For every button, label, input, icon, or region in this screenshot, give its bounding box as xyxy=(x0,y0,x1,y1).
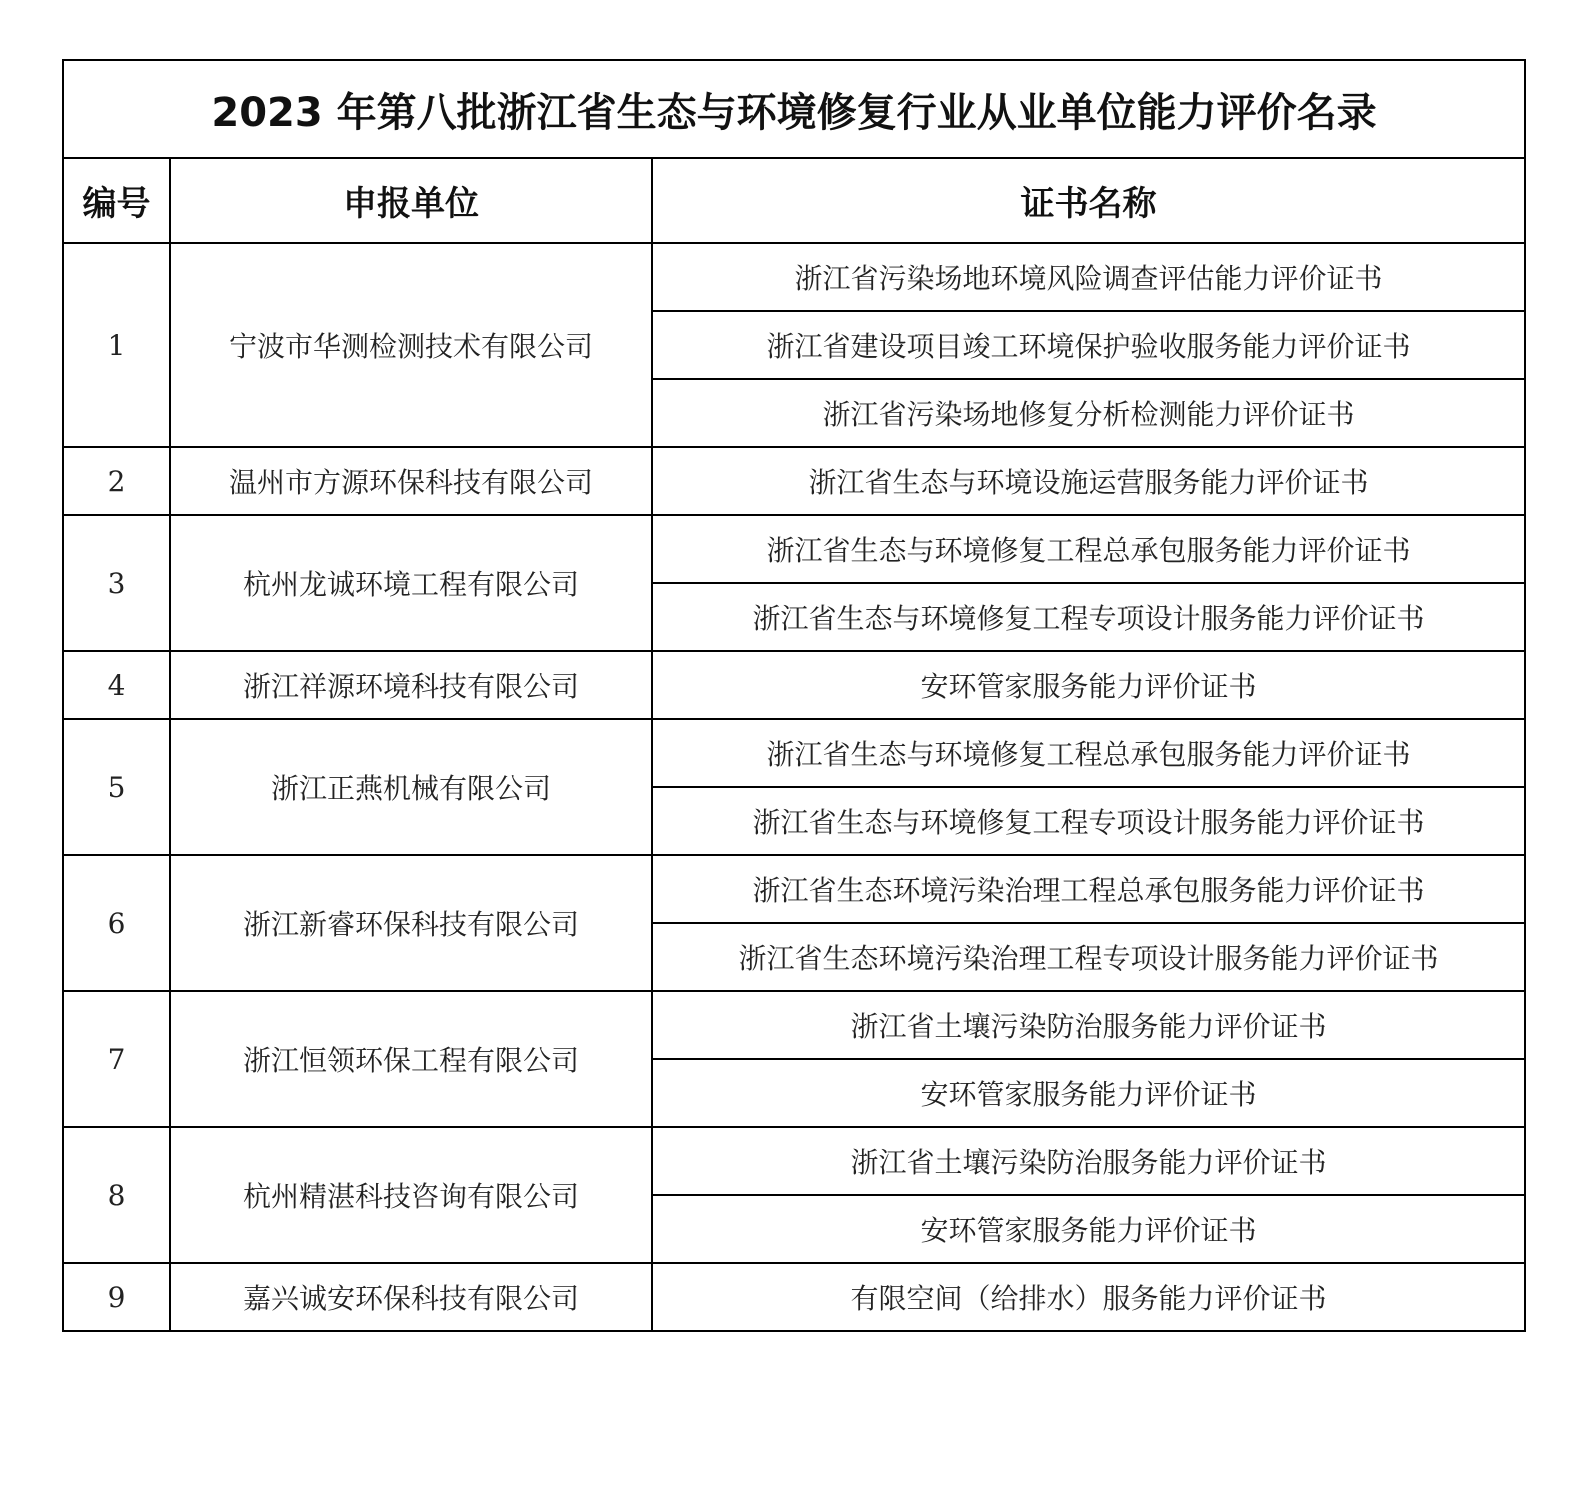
row-number: 3 xyxy=(63,515,170,651)
row-number: 1 xyxy=(63,243,170,447)
header-number: 编号 xyxy=(63,158,170,243)
applicant-unit: 杭州精湛科技咨询有限公司 xyxy=(170,1127,652,1263)
certificate-name: 安环管家服务能力评价证书 xyxy=(652,1195,1525,1263)
certificate-name: 浙江省生态与环境修复工程专项设计服务能力评价证书 xyxy=(652,583,1525,651)
header-certificate: 证书名称 xyxy=(652,158,1525,243)
table-row xyxy=(63,515,1525,583)
certificate-name: 有限空间（给排水）服务能力评价证书 xyxy=(652,1263,1525,1331)
applicant-unit: 宁波市华测检测技术有限公司 xyxy=(170,243,652,447)
certificate-name: 浙江省生态与环境修复工程总承包服务能力评价证书 xyxy=(652,515,1525,583)
row-number: 7 xyxy=(63,991,170,1127)
header-row xyxy=(63,158,1525,243)
table-row xyxy=(63,243,1525,311)
certificate-name: 浙江省土壤污染防治服务能力评价证书 xyxy=(652,991,1525,1059)
table-row xyxy=(63,1263,1525,1331)
table-title: 2023 年第八批浙江省生态与环境修复行业从业单位能力评价名录 xyxy=(63,60,1525,158)
table-row xyxy=(63,855,1525,923)
certificate-name: 浙江省生态环境污染治理工程总承包服务能力评价证书 xyxy=(652,855,1525,923)
applicant-unit: 浙江祥源环境科技有限公司 xyxy=(170,651,652,719)
certificate-name: 浙江省生态与环境修复工程总承包服务能力评价证书 xyxy=(652,719,1525,787)
applicant-unit: 浙江正燕机械有限公司 xyxy=(170,719,652,855)
table-row xyxy=(63,991,1525,1059)
certificate-name: 安环管家服务能力评价证书 xyxy=(652,1059,1525,1127)
header-unit: 申报单位 xyxy=(170,158,652,243)
applicant-unit: 杭州龙诚环境工程有限公司 xyxy=(170,515,652,651)
row-number: 4 xyxy=(63,651,170,719)
table-row xyxy=(63,651,1525,719)
table-row xyxy=(63,447,1525,515)
applicant-unit: 温州市方源环保科技有限公司 xyxy=(170,447,652,515)
certificate-name: 浙江省污染场地环境风险调查评估能力评价证书 xyxy=(652,243,1525,311)
row-number: 2 xyxy=(63,447,170,515)
certificate-name: 浙江省建设项目竣工环境保护验收服务能力评价证书 xyxy=(652,311,1525,379)
applicant-unit: 嘉兴诚安环保科技有限公司 xyxy=(170,1263,652,1331)
row-number: 8 xyxy=(63,1127,170,1263)
certificate-name: 浙江省污染场地修复分析检测能力评价证书 xyxy=(652,379,1525,447)
certificate-name: 浙江省生态与环境设施运营服务能力评价证书 xyxy=(652,447,1525,515)
certificate-name: 安环管家服务能力评价证书 xyxy=(652,651,1525,719)
table-body xyxy=(63,243,1525,1331)
certificate-name: 浙江省生态环境污染治理工程专项设计服务能力评价证书 xyxy=(652,923,1525,991)
row-number: 6 xyxy=(63,855,170,991)
certificate-name: 浙江省生态与环境修复工程专项设计服务能力评价证书 xyxy=(652,787,1525,855)
applicant-unit: 浙江新睿环保科技有限公司 xyxy=(170,855,652,991)
row-number: 9 xyxy=(63,1263,170,1331)
title-row xyxy=(63,60,1525,158)
company-certificate-table xyxy=(62,59,1526,1332)
applicant-unit: 浙江恒领环保工程有限公司 xyxy=(170,991,652,1127)
row-number: 5 xyxy=(63,719,170,855)
table-row xyxy=(63,719,1525,787)
table-row xyxy=(63,1127,1525,1195)
certificate-name: 浙江省土壤污染防治服务能力评价证书 xyxy=(652,1127,1525,1195)
